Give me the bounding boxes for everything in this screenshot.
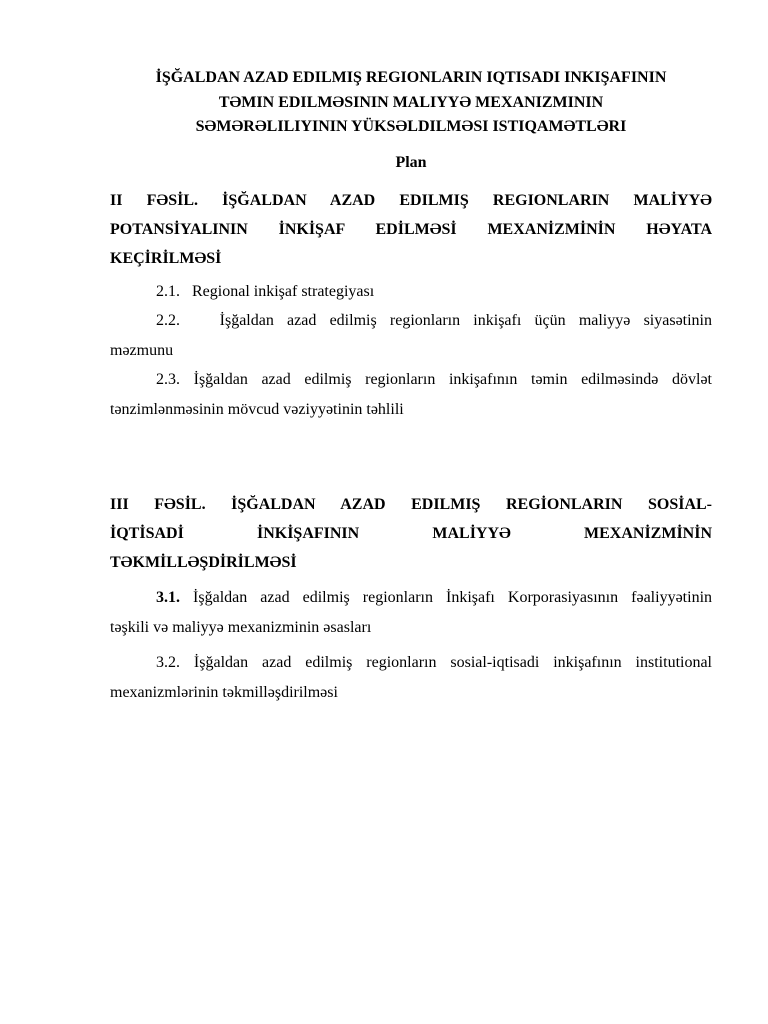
document-title <box>110 66 712 140</box>
item-text-continued-b: təkmilləşdirilməsi <box>222 683 338 701</box>
item-number: 2.1. <box>156 282 180 300</box>
item-number: 2.2. <box>156 312 180 329</box>
item-text-continued: məzmunu <box>110 341 174 359</box>
plan-item-2-2 <box>110 306 712 365</box>
chapter-2-line-2: POTANSİYALININ İNKİŞAF EDİLMƏSİ MEXANİZMİNİN HƏYATA <box>110 220 712 238</box>
item-text: İşğaldan azad edilmiş regionların İnkişafı Korporasiyasının fəaliyyətinin <box>193 589 713 606</box>
chapter-2-line-3: KEÇİRİLMƏSİ <box>110 249 222 267</box>
item-number: 3.2. <box>156 654 180 671</box>
item-text: İşğaldan azad edilmiş regionların inkişafı üçün maliyyə siyasətinin <box>219 312 712 329</box>
title-line-1: İŞĞALDAN AZAD EDILMIŞ REGIONLARIN IQTISADI INKIŞAFININ <box>155 69 667 86</box>
item-text-continued-a: mexanizmlərinin <box>110 683 219 701</box>
plan-item-3-2 <box>110 648 712 707</box>
item-text: Regional inkişaf strategiyası <box>192 282 375 300</box>
item-number: 3.1. <box>156 589 180 606</box>
plan-item-2-3 <box>110 365 712 424</box>
item-text-continued: təşkili və maliyyə mexanizminin əsasları <box>110 618 372 636</box>
item-text: İşğaldan azad edilmiş regionların inkişafının təmin edilməsində dövlət <box>193 371 712 388</box>
chapter-3-line-1: III FƏSİL. İŞĞALDAN AZAD EDILMIŞ REGİONLARIN SOSİAL- <box>110 496 712 513</box>
item-number: 2.3. <box>156 371 180 388</box>
chapter-3-line-2: İQTİSADİ İNKİŞAFININ MALİYYƏ MEXANİZMİNİN <box>110 525 712 542</box>
chapter-3-line-3: TƏKMİLLƏŞDİRİLMƏSİ <box>110 554 297 571</box>
document-content <box>110 66 712 707</box>
item-text: İşğaldan azad edilmiş regionların sosial-iqtisadi inkişafının institutional <box>193 654 713 671</box>
plan-item-3-1 <box>110 583 712 642</box>
plan-heading: Plan <box>395 153 427 171</box>
plan-item-2-1 <box>110 277 712 307</box>
chapter-2-line-1: II FƏSİL. İŞĞALDAN AZAD EDILMIŞ REGIONLARIN MALİYYƏ <box>110 191 712 209</box>
item-text-continued: tənzimlənməsinin mövcud vəziyyətinin təhlili <box>110 400 404 418</box>
title-line-2: TƏMIN EDILMƏSININ MALIYYƏ MEXANIZMININ <box>218 93 604 111</box>
title-line-3: SƏMƏRƏLILIYININ YÜKSƏLDILMƏSI ISTIQAMƏTLƏRI <box>195 118 627 135</box>
chapter-3-heading <box>110 490 712 577</box>
chapter-2-heading <box>110 186 712 273</box>
